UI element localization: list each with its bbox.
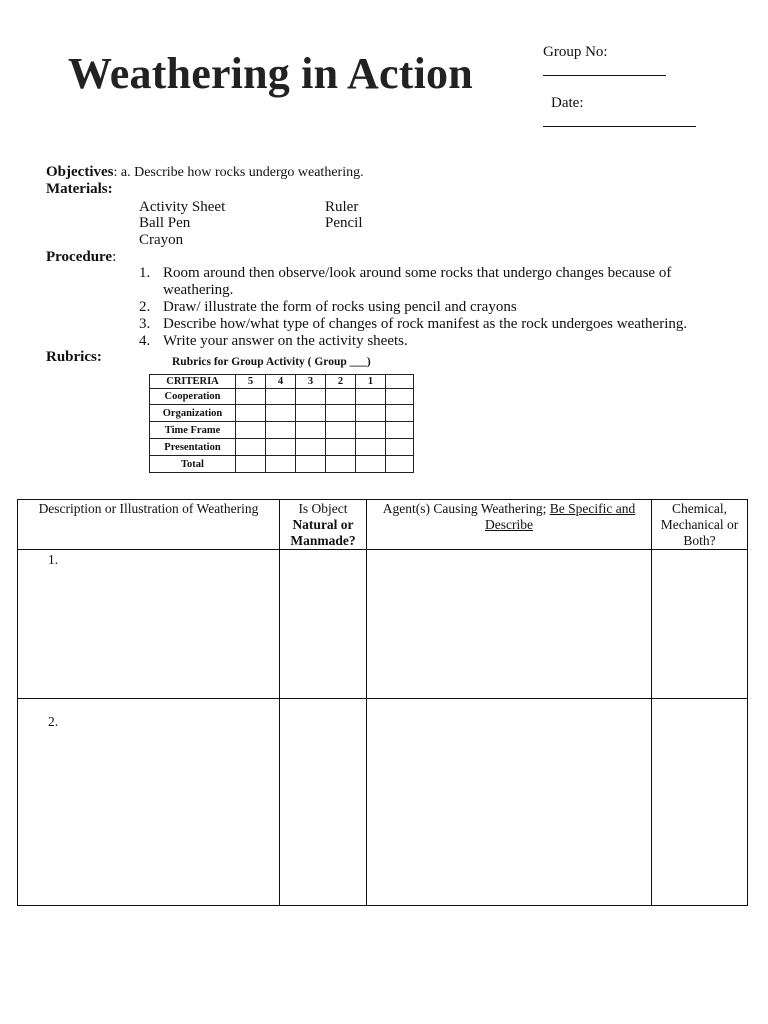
rubrics-score-cell[interactable]: [386, 405, 414, 422]
header-text: Chemical,: [671, 501, 728, 516]
rubrics-score-cell[interactable]: [296, 422, 326, 439]
header-description-text: Description or Illustration of Weathering: [38, 501, 259, 516]
procedure-heading: [46, 249, 116, 266]
description-cell[interactable]: [18, 550, 280, 699]
rubrics-score-cell[interactable]: [296, 439, 326, 456]
natural-or-manmade-cell[interactable]: [280, 550, 367, 699]
row-number: 2.: [48, 714, 59, 729]
rubrics-score-cell[interactable]: [296, 405, 326, 422]
material-item: Pencil: [325, 215, 363, 231]
rubrics-score-cell[interactable]: [266, 405, 296, 422]
rubrics-label: Rubrics:: [46, 349, 102, 365]
rubrics-header-row: [150, 375, 414, 389]
rubrics-criterion: Total: [150, 456, 236, 473]
rubrics-score-cell[interactable]: [326, 405, 356, 422]
objectives-text: : a. Describe how rocks undergo weathering.: [113, 165, 364, 180]
procedure-label: Procedure: [46, 249, 113, 265]
rubrics-score-cell[interactable]: [356, 405, 386, 422]
rubrics-score-cell[interactable]: [266, 389, 296, 405]
step-text: Room around then observe/look around some rocks that undergo changes because of: [163, 265, 672, 281]
observation-row: [18, 699, 748, 906]
rubrics-score-cell[interactable]: [236, 439, 266, 456]
observation-row: [18, 550, 748, 699]
rubrics-header-cell: 1: [356, 375, 386, 389]
rubrics-score-cell[interactable]: [386, 389, 414, 405]
materials-label: Materials:: [46, 181, 113, 197]
observation-table: [17, 499, 748, 906]
rubrics-criterion: Presentation: [150, 439, 236, 456]
rubrics-criterion: Time Frame: [150, 422, 236, 439]
header-text-bold: Natural or: [292, 517, 354, 532]
rubrics-criterion: Cooperation: [150, 389, 236, 405]
rubrics-row: [150, 422, 414, 439]
type-cell[interactable]: [652, 699, 748, 906]
rubrics-score-cell[interactable]: [356, 422, 386, 439]
rubrics-header-cell: 4: [266, 375, 296, 389]
header-text-underlined: Be Specific and Describe: [485, 501, 636, 532]
rubrics-total-row: [150, 456, 414, 473]
rubrics-header-cell: 5: [236, 375, 266, 389]
rubrics-score-cell[interactable]: [356, 439, 386, 456]
rubrics-score-cell[interactable]: [326, 389, 356, 405]
rubrics-row: [150, 439, 414, 456]
rubrics-score-cell[interactable]: [326, 456, 356, 473]
description-cell[interactable]: [18, 699, 280, 906]
group-number-field-line[interactable]: [543, 75, 666, 76]
header-text: Both?: [683, 533, 716, 548]
rubrics-score-cell[interactable]: [356, 389, 386, 405]
objectives-line: [46, 164, 364, 181]
page-title: Weathering in Action: [68, 49, 473, 98]
natural-or-manmade-cell[interactable]: [280, 699, 367, 906]
rubrics-score-cell[interactable]: [356, 456, 386, 473]
material-item: Ball Pen: [139, 215, 191, 231]
procedure-colon: :: [112, 249, 117, 265]
rubrics-score-cell[interactable]: [386, 422, 414, 439]
date-label: Date:: [551, 95, 584, 111]
material-item: Activity Sheet: [139, 199, 226, 215]
rubrics-header-cell: CRITERIA: [150, 375, 236, 389]
observation-header-row: [18, 500, 748, 550]
rubrics-score-cell[interactable]: [386, 456, 414, 473]
row-number: 1.: [48, 552, 59, 567]
rubrics-table: [149, 374, 414, 473]
header-type: [652, 500, 748, 550]
rubrics-header-cell: [386, 375, 414, 389]
date-field-line[interactable]: [543, 126, 696, 127]
step-text: Draw/ illustrate the form of rocks using pencil and crayons: [163, 299, 517, 315]
rubrics-score-cell[interactable]: [386, 439, 414, 456]
header-text-bold: Manmade?: [290, 533, 356, 548]
rubrics-header-cell: 3: [296, 375, 326, 389]
rubrics-score-cell[interactable]: [266, 439, 296, 456]
objectives-label: Objectives: [46, 164, 114, 180]
rubrics-header-cell: 2: [326, 375, 356, 389]
step-number: 1.: [139, 265, 151, 281]
header-text: Mechanical or: [660, 517, 739, 532]
rubrics-score-cell[interactable]: [326, 422, 356, 439]
rubrics-row: [150, 405, 414, 422]
header-description: [18, 500, 280, 550]
rubrics-score-cell[interactable]: [296, 389, 326, 405]
rubrics-score-cell[interactable]: [326, 439, 356, 456]
rubrics-score-cell[interactable]: [236, 456, 266, 473]
rubrics-score-cell[interactable]: [296, 456, 326, 473]
agents-cell[interactable]: [367, 550, 652, 699]
step-number: 3.: [139, 316, 151, 332]
step-number: 4.: [139, 333, 151, 349]
step-text: Write your answer on the activity sheets.: [163, 333, 408, 349]
rubrics-score-cell[interactable]: [266, 456, 296, 473]
type-cell[interactable]: [652, 550, 748, 699]
agents-cell[interactable]: [367, 699, 652, 906]
material-item: Ruler: [325, 199, 359, 215]
step-text-continued: weathering.: [163, 282, 234, 298]
step-text: Describe how/what type of changes of rock manifest as the rock undergoes weathering.: [163, 316, 688, 332]
header-text: Agent(s) Causing Weathering;: [382, 501, 547, 516]
group-number-label: Group No:: [543, 44, 608, 60]
rubrics-criterion: Organization: [150, 405, 236, 422]
rubrics-score-cell[interactable]: [236, 405, 266, 422]
rubrics-score-cell[interactable]: [236, 422, 266, 439]
header-agents: [367, 500, 652, 550]
material-item: Crayon: [139, 232, 184, 248]
rubrics-caption: Rubrics for Group Activity ( Group ___): [172, 356, 371, 368]
rubrics-row: [150, 389, 414, 405]
step-number: 2.: [139, 299, 151, 315]
header-natural-or-manmade: [280, 500, 367, 550]
rubrics-score-cell[interactable]: [266, 422, 296, 439]
rubrics-score-cell[interactable]: [236, 389, 266, 405]
header-text: Is Object: [298, 501, 348, 516]
